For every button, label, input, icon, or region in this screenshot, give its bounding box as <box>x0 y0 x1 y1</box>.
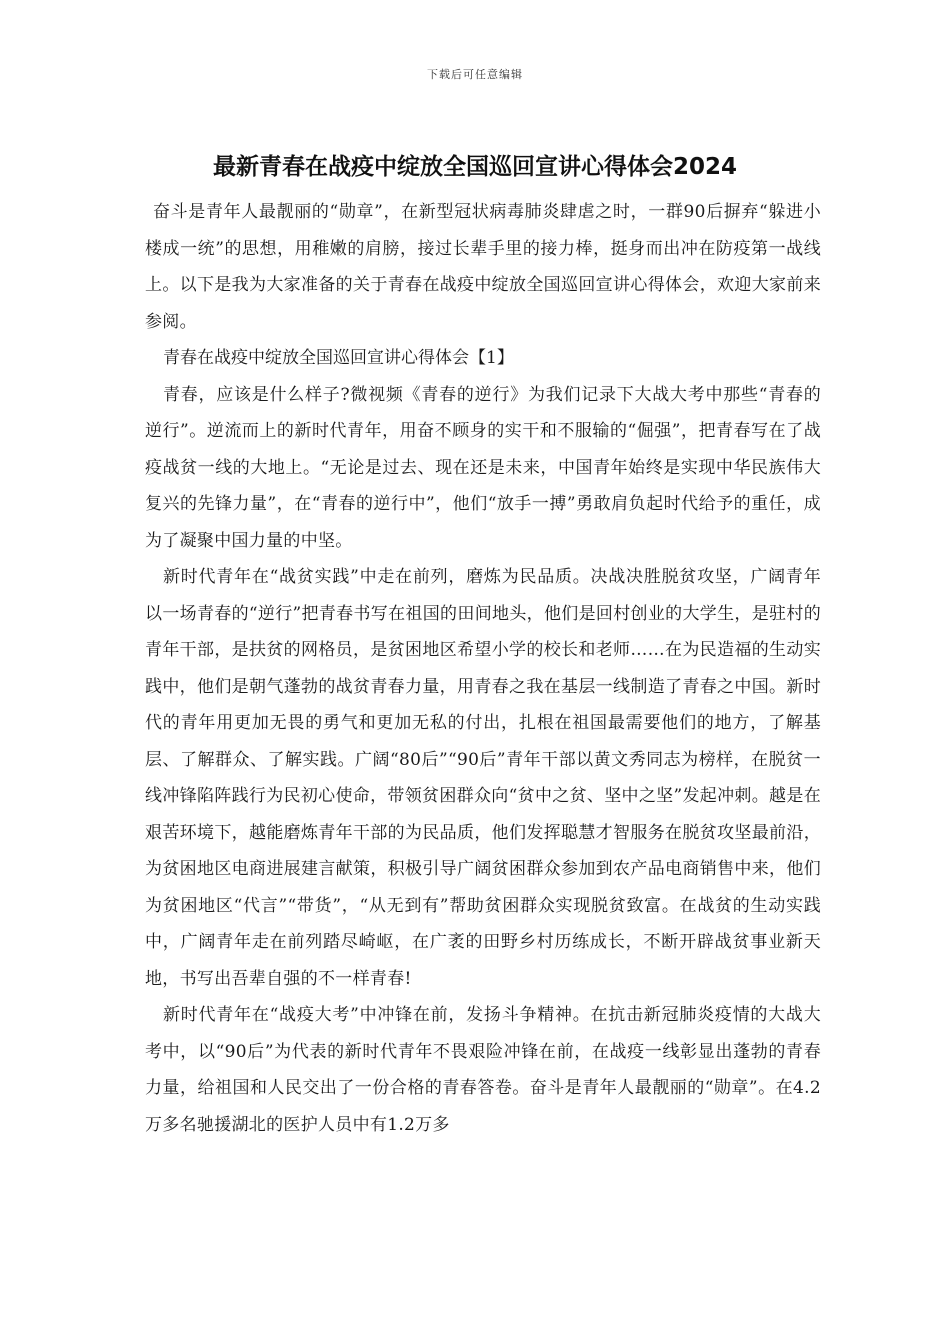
header-note: 下载后可任意编辑 <box>427 68 523 81</box>
document-body <box>145 194 821 1143</box>
body-paragraph-1: 青春，应该是什么样子?微视频《青春的逆行》为我们记录下大战大考中那些“青春的逆行”。逆流而上的新时代青年，用奋不顾身的实干和不服输的“倔强”，把青春写在了战疫战贫一线的大地上。“无论是过去、现在还是未来，中国青年始终是实现中华民族伟大复兴的先锋力量”，在“青春的逆行中”，他们“放手一搏”勇敢肩负起时代给予的重任，成为了凝聚中国力量的中坚。 <box>145 384 821 551</box>
document-title: 最新青春在战疫中绽放全国巡回宣讲心得体会2024 <box>212 154 737 180</box>
body-paragraph-3: 新时代青年在“战疫大考”中冲锋在前，发扬斗争精神。在抗击新冠肺炎疫情的大战大考中，以“90后”为代表的新时代青年不畏艰险冲锋在前，在战疫一线彰显出蓬勃的青春力量，给祖国和人民交出了一份合格的青春答卷。奋斗是青年人最靓丽的“勋章”。在4.2万多名驰援湖北的医护人员中有1.2万多 <box>145 1005 821 1135</box>
body-paragraph-2: 新时代青年在“战贫实践”中走在前列，磨炼为民品质。决战决胜脱贫攻坚，广阔青年以一场青春的“逆行”把青春书写在祖国的田间地头，他们是回村创业的大学生，是驻村的青年干部，是扶贫的网格员，是贫困地区希望小学的校长和老师……在为民造福的生动实践中，他们是朝气蓬勃的战贫青春力量，用青春之我在基层一线制造了青春之中国。新时代的青年用更加无畏的勇气和更加无私的付出，扎根在祖国最需要他们的地方，了解基层、了解群众、了解实践。广阔“80后”“90后”青年干部以黄文秀同志为榜样，在脱贫一线冲锋陷阵践行为民初心使命，带领贫困群众向“贫中之贫、坚中之坚”发起冲刺。越是在艰苦环境下，越能磨炼青年干部的为民品质，他们发挥聪慧才智服务在脱贫攻坚最前沿，为贫困地区电商进展建言献策，积极引导广阔贫困群众参加到农产品电商销售中来，他们为贫困地区“代言”“带货”，“从无到有”帮助贫困群众实现脱贫致富。在战贫的生动实践中，广阔青年走在前列踏尽崎岖，在广袤的田野乡村历练成长，不断开辟战贫事业新天地，书写出吾辈自强的不一样青春! <box>145 567 821 989</box>
intro-paragraph: 奋斗是青年人最靓丽的“勋章”，在新型冠状病毒肺炎肆虐之时，一群90后摒弃“躲进小楼成一统”的思想，用稚嫩的肩膀，接过长辈手里的接力棒，挺身而出冲在防疫第一战线上。以下是我为大家准备的关于青春在战疫中绽放全国巡回宣讲心得体会，欢迎大家前来参阅。 <box>145 202 821 332</box>
section-heading: 青春在战疫中绽放全国巡回宣讲心得体会【1】 <box>163 348 514 368</box>
